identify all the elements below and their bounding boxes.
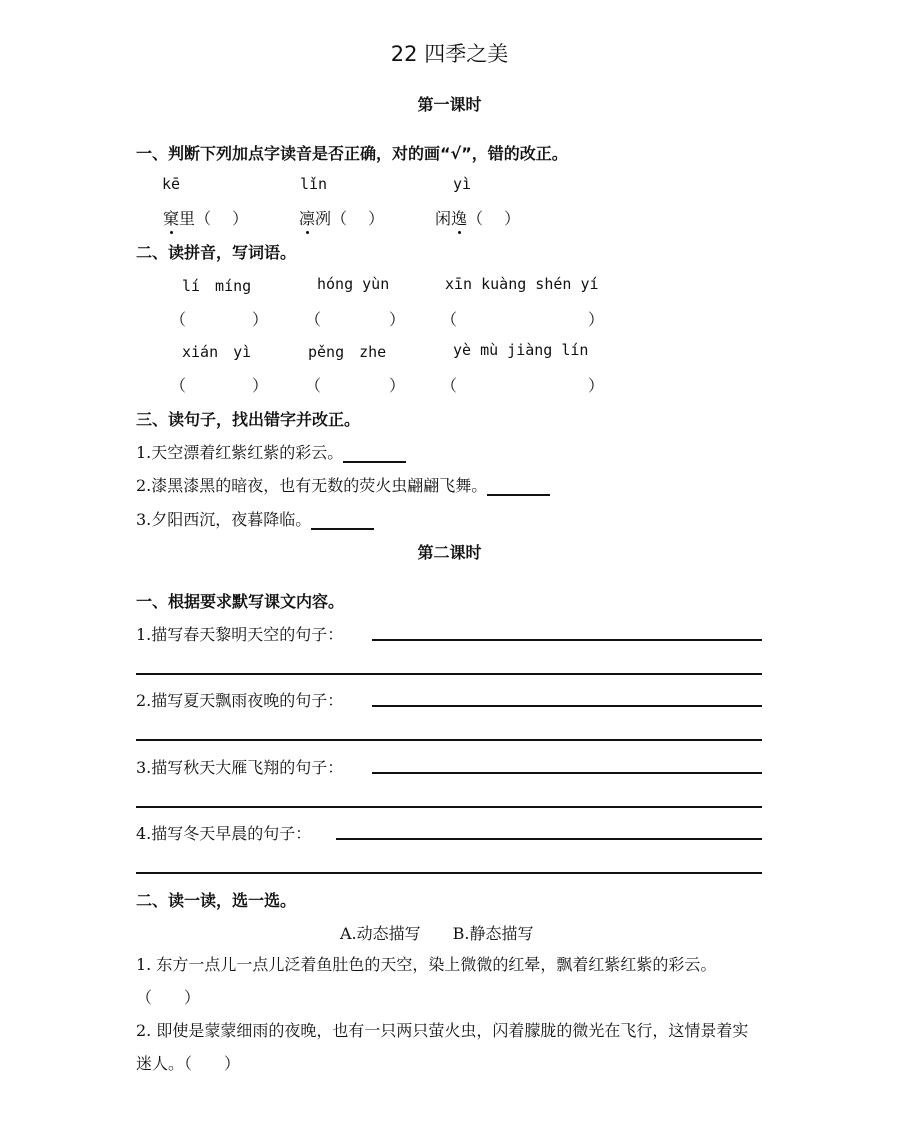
l1-q3-item: 3.夕阳西沉，夜暮降临。 xyxy=(136,507,374,530)
l1-q1-title: 一、判断下列加点字读音是否正确，对的画“√”，错的改正。 xyxy=(136,144,568,163)
answer-paren-open: （ xyxy=(170,376,187,395)
pinyin-item: xīn kuàng shén yí xyxy=(445,275,599,293)
word-xianyi: 闲逸（ ） xyxy=(435,206,520,229)
lesson1-heading: 第一课时 xyxy=(417,95,482,114)
answer-blank[interactable] xyxy=(311,514,374,530)
l2-q1-item: 2.描写夏天飘雨夜晚的句子： xyxy=(136,691,344,710)
answer-paren-open: （ xyxy=(170,310,187,329)
pinyin-yi: yì xyxy=(453,175,472,193)
pinyin-item: hóng yùn xyxy=(317,275,390,293)
word-linlie: 凛冽（ ） xyxy=(299,206,384,229)
answer-paren-close: ） xyxy=(252,376,269,395)
answer-line[interactable] xyxy=(136,806,762,808)
l2-q1-item: 1.描写春天黎明天空的句子： xyxy=(136,625,344,644)
l1-q3-item: 2.漆黑漆黑的暗夜，也有无数的荧火虫翩翩飞舞。 xyxy=(136,473,550,496)
answer-paren-open: （ xyxy=(305,376,322,395)
lesson2-heading: 第二课时 xyxy=(417,543,482,562)
word-kuli: 窠里（ ） xyxy=(163,206,248,229)
l2-q1-item: 3.描写秋天大雁飞翔的句子： xyxy=(136,758,344,777)
dotted-char: 窠 xyxy=(163,206,179,229)
answer-paren-open: （ xyxy=(305,310,322,329)
dotted-char: 凛 xyxy=(299,206,315,229)
l2-q1-item: 4.描写冬天早晨的句子： xyxy=(136,824,312,843)
answer-line[interactable] xyxy=(372,705,762,707)
answer-paren-close: ） xyxy=(389,310,406,329)
answer-paren-close: ） xyxy=(252,310,269,329)
answer-paren-open: （ xyxy=(441,310,458,329)
answer-blank[interactable] xyxy=(343,447,406,463)
page-title: 22 四季之美 xyxy=(390,42,509,66)
dotted-char: 逸 xyxy=(451,206,467,229)
answer-paren-close: ） xyxy=(588,376,605,395)
answer-line[interactable] xyxy=(372,772,762,774)
pinyin-ke: kē xyxy=(162,175,181,193)
pinyin-item: yè mù jiàng lín xyxy=(453,341,589,359)
pinyin-item: lí míng xyxy=(182,277,252,295)
options-line: A.动态描写 B.静态描写 xyxy=(340,924,534,943)
pinyin-item: pěng zhe xyxy=(308,343,387,361)
l1-q2-title: 二、读拼音，写词语。 xyxy=(136,243,297,262)
answer-line[interactable] xyxy=(136,872,762,874)
answer-blank[interactable] xyxy=(487,480,550,496)
answer-paren-close: ） xyxy=(588,310,605,329)
l1-q3-title: 三、读句子，找出错字并改正。 xyxy=(136,410,361,429)
pinyin-lin: lǐn xyxy=(300,175,328,193)
answer-line[interactable] xyxy=(336,838,762,840)
l2-q2-item: 1. 东方一点儿一点儿泛着鱼肚色的天空，染上微微的红晕，飘着红紫红紫的彩云。（ ） xyxy=(136,955,717,1007)
l2-q2-title: 二、读一读，选一选。 xyxy=(136,891,297,910)
pinyin-item: xián yì xyxy=(182,343,252,361)
answer-line[interactable] xyxy=(136,673,762,675)
answer-line[interactable] xyxy=(136,739,762,741)
l2-q2-item: 2. 即使是蒙蒙细雨的夜晚，也有一只两只萤火虫，闪着朦胧的微光在飞行，这情景着实迷人。（ ） xyxy=(136,1021,749,1073)
answer-paren-close: ） xyxy=(389,376,406,395)
l1-q3-item: 1.天空漂着红紫红紫的彩云。 xyxy=(136,440,406,463)
l2-q1-title: 一、根据要求默写课文内容。 xyxy=(136,592,345,611)
answer-paren-open: （ xyxy=(441,376,458,395)
answer-line[interactable] xyxy=(372,639,762,641)
